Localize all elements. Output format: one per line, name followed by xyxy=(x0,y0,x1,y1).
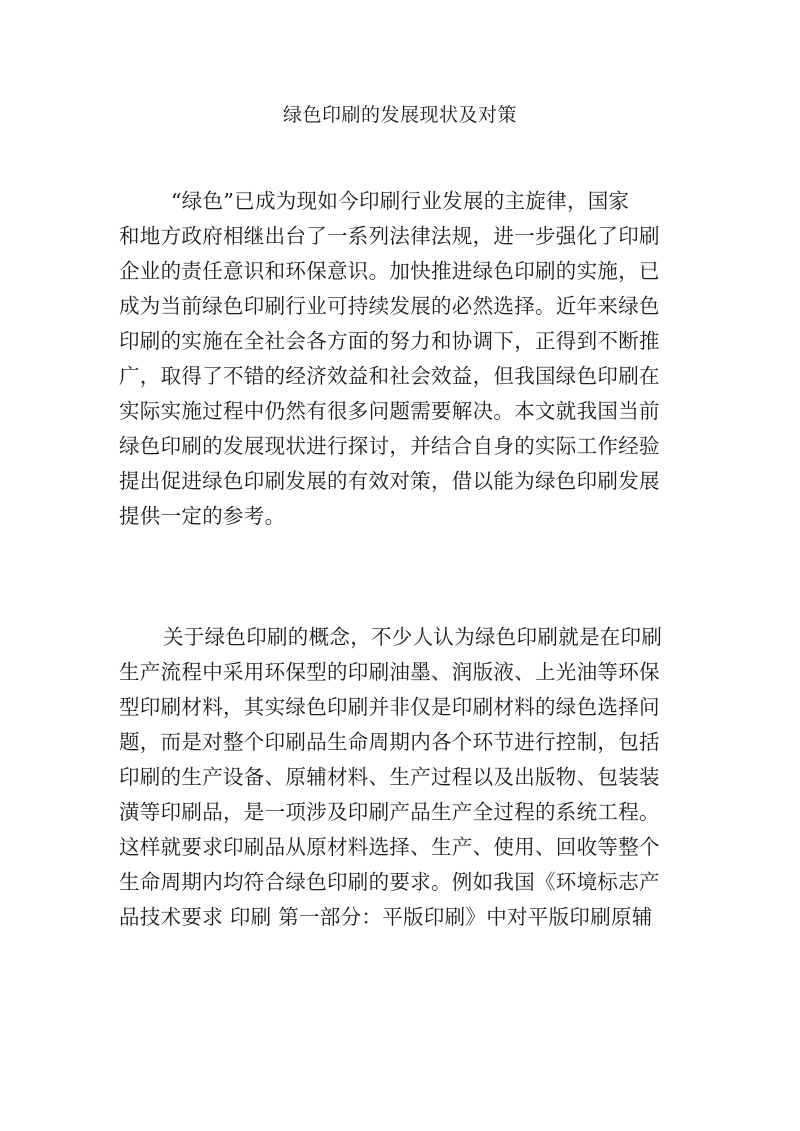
paragraph-line: 提供一定的参考。 xyxy=(119,504,286,528)
paragraph-line: 生产流程中采用环保型的印刷油墨、润版液、上光油等环保 xyxy=(119,660,660,684)
paragraph-line: 广，取得了不错的经济效益和社会效益，但我国绿色印刷在 xyxy=(119,364,660,388)
paragraph-line: 潢等印刷品，是一项涉及印刷产品生产全过程的系统工程。 xyxy=(119,800,660,824)
paragraph-line: 印刷的实施在全社会各方面的努力和协调下，正得到不断推 xyxy=(119,329,660,353)
paragraph-line: 生命周期内均符合绿色印刷的要求。例如我国《环境标志产 xyxy=(119,870,660,894)
document-title: 绿色印刷的发展现状及对策 xyxy=(282,104,517,126)
paragraph-line: 企业的责任意识和环保意识。加快推进绿色印刷的实施，已 xyxy=(119,259,660,283)
paragraph-introduction xyxy=(119,184,719,534)
paragraph-line: 印刷的生产设备、原辅材料、生产过程以及出版物、包装装 xyxy=(119,765,660,789)
paragraph-line: 和地方政府相继出台了一系列法律法规，进一步强化了印刷 xyxy=(119,224,660,248)
paragraph-line: 实际实施过程中仍然有很多问题需要解决。本文就我国当前 xyxy=(119,399,660,423)
paragraph-line: 关于绿色印刷的概念，不少人认为绿色印刷就是在印刷 xyxy=(163,625,663,649)
paragraph-concept xyxy=(119,620,719,935)
paragraph-line: 题，而是对整个印刷品生命周期内各个环节进行控制，包括 xyxy=(119,730,660,754)
paragraph-line: 成为当前绿色印刷行业可持续发展的必然选择。近年来绿色 xyxy=(119,294,660,318)
paragraph-line: 型印刷材料，其实绿色印刷并非仅是印刷材料的绿色选择问 xyxy=(119,695,660,719)
paragraph-line: 绿色印刷的发展现状进行探讨，并结合自身的实际工作经验 xyxy=(119,434,660,458)
paragraph-line: 品技术要求 印刷 第一部分：平版印刷》中对平版印刷原辅 xyxy=(119,905,653,929)
paragraph-line: 提出促进绿色印刷发展的有效对策，借以能为绿色印刷发展 xyxy=(119,469,660,493)
paragraph-line: “绿色”已成为现如今印刷行业发展的主旋律，国家 xyxy=(171,189,630,213)
paragraph-line: 这样就要求印刷品从原材料选择、生产、使用、回收等整个 xyxy=(119,835,660,859)
